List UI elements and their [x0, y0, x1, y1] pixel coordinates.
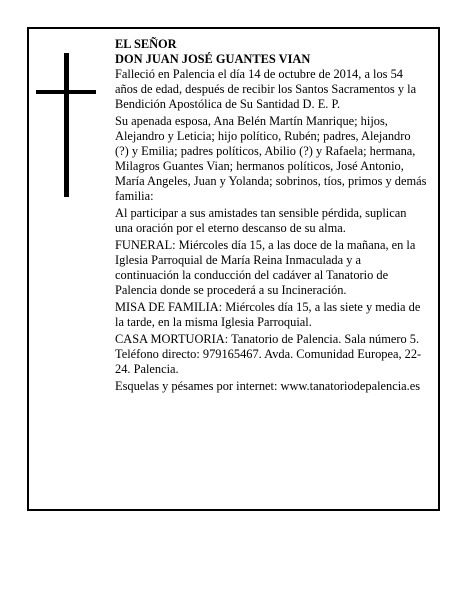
family-list: Su apenada esposa, Ana Belén Martín Manrique; hijos, Alejandro y Leticia; hijo político, Rubén; padres, Alejandro (?) y Emilia; padres políticos, Abilio (?) y Rafaela; hermana, Milagros Guantes Vian; hermanos políticos, José Antonio, María Angeles, Juan y Yolanda; sobrinos, tíos, primos y demás familia: — [115, 114, 427, 203]
funeral-home-info: CASA MORTUORIA: Tanatorio de Palencia. Sala número 5. Teléfono directo: 979165467. Avda. Comunidad Europea, 22-24. Palencia. — [115, 332, 422, 376]
heading-title: EL SEÑOR — [115, 37, 177, 51]
family-mass-info: MISA DE FAMILIA: Miércoles día 15, a las siete y media de la tarde, en la misma Iglesia Parroquial. — [115, 300, 421, 329]
death-announcement: Falleció en Palencia el día 14 de octubre de 2014, a los 54 años de edad, después de recibir los Santos Sacramentos y la Bendición Apostólica de Su Santidad D. E. P. — [115, 67, 417, 111]
cross-vertical-bar — [64, 53, 69, 197]
internet-condolences: Esquelas y pésames por internet: www.tanatoriodepalencia.es — [115, 379, 421, 393]
cross-horizontal-bar — [36, 90, 96, 94]
cross-icon — [36, 53, 96, 197]
prayer-request: Al participar a sus amistades tan sensible pérdida, suplican una oración por el eterno descanso de su alma. — [115, 206, 407, 235]
obituary-text — [115, 37, 427, 396]
deceased-name: DON JUAN JOSÉ GUANTES VIAN — [115, 52, 311, 66]
funeral-info: FUNERAL: Miércoles día 15, a las doce de la mañana, en la Iglesia Parroquial de María Reina Inmaculada y a continuación la conducción del cadáver al Tanatorio de Palencia donde se procederá a su Incineración. — [115, 238, 416, 297]
